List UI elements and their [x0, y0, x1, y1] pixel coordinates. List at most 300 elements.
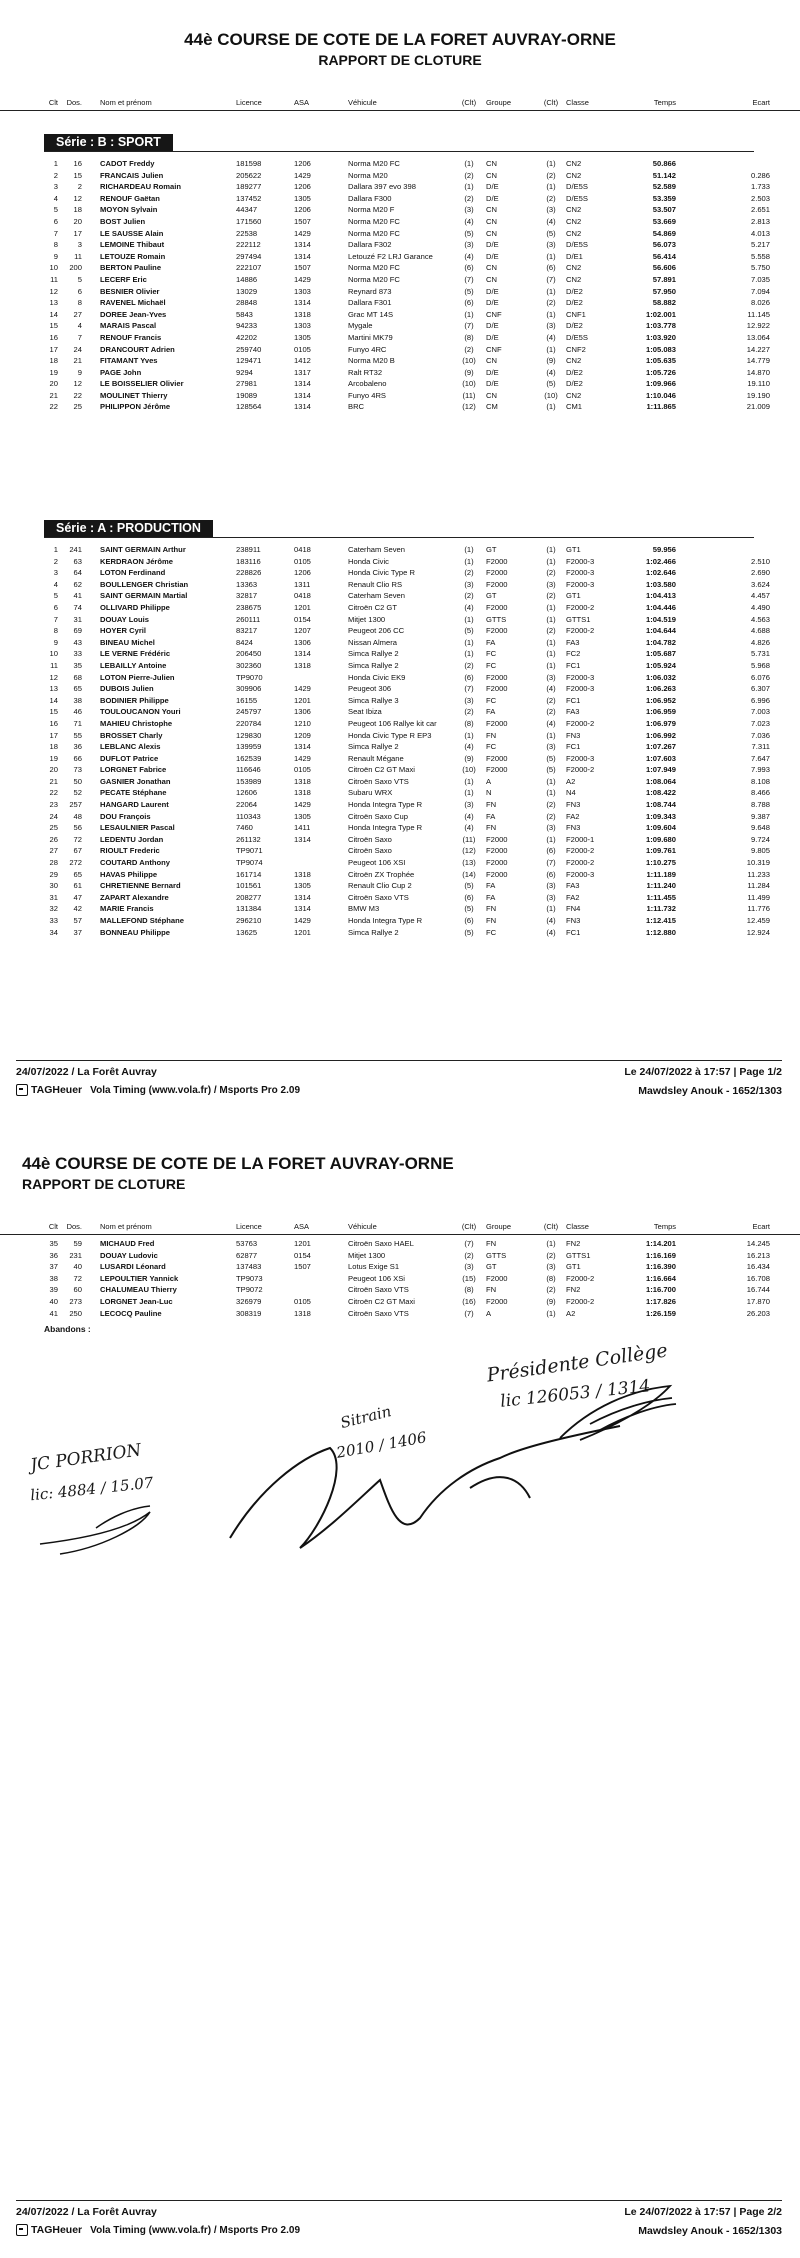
cell-class: F2000-1 — [566, 834, 595, 844]
cell-time: 1:11.455 — [646, 892, 676, 902]
cell-clt: 10 — [49, 263, 58, 273]
cell-asa: 1201 — [294, 927, 311, 937]
cell-clt: 32 — [49, 904, 58, 914]
cell-gap: 5.731 — [750, 649, 770, 659]
cell-clt-group: (1) — [464, 159, 474, 168]
cell-clt: 30 — [49, 881, 58, 891]
handwritten-college-licence: lic 126053 / 1314 — [499, 1376, 652, 1412]
cell-dos: 4 — [77, 321, 82, 331]
cell-time: 1:09.680 — [646, 834, 676, 844]
cell-class: FC2 — [566, 649, 581, 659]
cell-clt-class: (1) — [546, 788, 556, 798]
cell-class: CM1 — [566, 402, 583, 412]
cell-clt-class: (6) — [546, 846, 556, 856]
cell-class: FN3 — [566, 916, 581, 925]
cell-vehicle: Peugeot 306 — [348, 684, 392, 694]
serie-b-divider — [44, 151, 754, 152]
cell-clt-class: (2) — [546, 568, 556, 578]
cell-group: CN — [486, 228, 497, 238]
cell-clt: 34 — [49, 927, 58, 937]
cell-dos: 71 — [73, 718, 82, 728]
signature-right — [560, 1386, 676, 1440]
abandons-label: Abandons : — [44, 1324, 91, 1334]
cell-clt: 27 — [49, 846, 58, 856]
cell-gap: 6.307 — [750, 684, 770, 694]
cell-gap: 12.924 — [746, 927, 770, 937]
cell-group: D/E — [486, 298, 499, 308]
cell-vehicle: Citroën Saxo Cup — [348, 811, 408, 821]
cell-dos: 21 — [73, 356, 82, 366]
footer-signer: Mawdsley Anouk - 1652/1303 — [638, 1085, 782, 1097]
cell-clt-group: (5) — [464, 228, 474, 238]
cell-time: 1:06.263 — [646, 684, 676, 694]
cell-asa: 1318 — [294, 869, 311, 879]
cell-vehicle: Simca Rallye 2 — [348, 742, 399, 752]
cell-name: BODINIER Philippe — [100, 695, 169, 705]
cell-class: FN3 — [566, 800, 581, 810]
cell-name: CHALUMEAU Thierry — [100, 1285, 177, 1295]
cell-gap: 11.499 — [747, 892, 770, 902]
cell-time: 1:04.446 — [646, 602, 676, 612]
cell-class: CN2 — [566, 263, 582, 273]
cell-licence: 171560 — [236, 216, 262, 226]
cell-time: 1:07.603 — [646, 753, 676, 763]
page-subtitle: RAPPORT DE CLOTURE — [318, 52, 482, 68]
cell-clt-class: (2) — [546, 1250, 556, 1260]
cell-gap: 8.466 — [750, 788, 770, 798]
handwritten-jc-name: JC PORRION — [29, 1440, 143, 1476]
cell-dos: 24 — [73, 344, 82, 354]
cell-gap: 5.217 — [750, 240, 770, 250]
cell-group: F2000 — [486, 753, 508, 763]
cell-gap: 4.688 — [750, 626, 770, 636]
cell-licence: 116646 — [236, 765, 261, 775]
cell-clt-group: (2) — [464, 591, 474, 601]
cell-licence: TP9071 — [236, 846, 263, 856]
cell-clt: 31 — [49, 892, 58, 902]
cell-gap: 11.284 — [747, 881, 770, 891]
cell-clt-class: (2) — [546, 193, 556, 203]
cell-clt-group: (2) — [464, 660, 474, 670]
cell-asa: 1318 — [294, 776, 311, 786]
cell-dos: 60 — [73, 1285, 82, 1295]
table-row — [0, 718, 800, 730]
cell-licence: 245797 — [236, 707, 262, 717]
cell-licence: 238675 — [236, 602, 262, 612]
cell-group: CNF — [486, 344, 502, 354]
cell-name: RICHARDEAU Romain — [100, 182, 182, 192]
cell-gap: 1.733 — [750, 182, 770, 192]
cell-group: FC — [486, 695, 497, 705]
cell-clt-group: (10) — [462, 356, 476, 366]
cell-name: CADOT Freddy — [100, 159, 155, 168]
cell-class: FA3 — [566, 637, 580, 647]
cell-clt: 13 — [49, 684, 58, 694]
table-row — [0, 544, 800, 556]
cell-vehicle: Citroën Saxo — [348, 834, 392, 844]
cell-asa: 1206 — [294, 568, 311, 578]
table-row — [0, 344, 800, 356]
footer-divider — [16, 2200, 782, 2201]
cell-asa: 1318 — [294, 660, 311, 670]
cell-clt: 23 — [49, 800, 58, 810]
cell-asa: 1411 — [294, 823, 311, 833]
cell-name: MALLEFOND Stéphane — [100, 916, 184, 925]
cell-group: F2000 — [486, 568, 508, 578]
cell-gap: 7.003 — [750, 707, 770, 717]
cell-dos: 52 — [73, 788, 82, 798]
cell-asa: 1314 — [294, 742, 311, 752]
cell-dos: 50 — [73, 776, 82, 786]
cell-asa: 1429 — [294, 684, 311, 694]
cell-vehicle: Renault Clio Cup 2 — [348, 881, 412, 891]
cell-time: 53.669 — [652, 216, 676, 226]
cell-clt: 33 — [49, 916, 58, 925]
cell-dos: 55 — [73, 730, 82, 740]
cell-gap: 2.651 — [750, 205, 770, 215]
cell-name: RENOUF Gaëtan — [100, 193, 160, 203]
cell-clt-group: (5) — [464, 904, 474, 914]
table-row — [0, 869, 800, 881]
cell-licence: 128564 — [236, 402, 262, 412]
cell-time: 1:06.032 — [646, 672, 676, 682]
cell-class: D/E2 — [566, 321, 583, 331]
cell-clt: 19 — [49, 367, 58, 377]
cell-group: FA — [486, 707, 496, 717]
cell-asa: 1201 — [294, 602, 311, 612]
cell-gap: 14.870 — [746, 367, 770, 377]
cell-group: FN — [486, 800, 497, 810]
cell-dos: 66 — [73, 753, 82, 763]
cell-clt: 41 — [49, 1308, 58, 1318]
cell-name: LE SAUSSE Alain — [100, 228, 164, 238]
cell-clt: 2 — [53, 556, 58, 566]
cell-clt-class: (3) — [546, 672, 556, 682]
cell-clt: 22 — [49, 788, 58, 798]
cell-name: LUSARDI Léonard — [100, 1262, 166, 1272]
cell-clt-class: (5) — [546, 765, 556, 775]
cell-licence: 189277 — [236, 182, 262, 192]
cell-asa: 1429 — [294, 800, 311, 810]
cell-clt-group: (9) — [464, 367, 474, 377]
cell-class: FN3 — [566, 823, 581, 833]
cell-clt-class: (9) — [546, 1296, 556, 1306]
cell-gap: 0.286 — [750, 170, 770, 180]
cell-asa: 0154 — [294, 1250, 311, 1260]
cell-asa: 1303 — [294, 286, 311, 296]
cell-vehicle: Renault Mégane — [348, 753, 404, 763]
cell-licence: 222112 — [236, 240, 261, 250]
cell-clt-class: (3) — [546, 823, 556, 833]
cell-gap: 4.826 — [750, 637, 770, 647]
cell-vehicle: Citroën Saxo HAEL — [348, 1239, 414, 1248]
cell-time: 1:05.924 — [646, 660, 676, 670]
cell-gap: 16.744 — [746, 1285, 770, 1295]
cell-clt: 1 — [53, 545, 58, 554]
cell-time: 1:11.189 — [646, 869, 676, 879]
cell-clt-group: (1) — [464, 614, 474, 624]
cell-class: FA3 — [566, 881, 580, 891]
cell-dos: 5 — [77, 274, 82, 284]
cell-class: CN2 — [566, 390, 582, 400]
cell-licence: 260111 — [236, 614, 261, 624]
cell-clt: 9 — [53, 637, 58, 647]
cell-clt-group: (3) — [464, 240, 474, 250]
cell-gap: 7.035 — [750, 274, 770, 284]
col-vehicle: Véhicule — [348, 1222, 377, 1231]
cell-group: D/E — [486, 286, 499, 296]
cell-dos: 33 — [73, 649, 82, 659]
cell-licence: 129830 — [236, 730, 262, 740]
cell-group: D/E — [486, 240, 499, 250]
cell-group: F2000 — [486, 684, 508, 694]
table-row — [0, 764, 800, 776]
cell-dos: 73 — [73, 765, 82, 775]
table-row — [0, 880, 800, 892]
cell-time: 1:16.169 — [646, 1250, 676, 1260]
cell-vehicle: Dallara 397 evo 398 — [348, 182, 416, 192]
cell-licence: 238911 — [236, 545, 261, 554]
cell-class: F2000-3 — [566, 556, 595, 566]
cell-vehicle: Nissan Almera — [348, 637, 397, 647]
cell-vehicle: Honda Civic — [348, 556, 389, 566]
cell-group: FN — [486, 730, 497, 740]
cell-vehicle: Honda Integra Type R — [348, 916, 423, 925]
cell-licence: 222107 — [236, 263, 262, 273]
cell-vehicle: Funyo 4RS — [348, 390, 386, 400]
cell-clt-class: (1) — [546, 637, 556, 647]
cell-clt-class: (3) — [546, 240, 556, 250]
cell-group: CM — [486, 402, 498, 412]
cell-time: 1:04.782 — [646, 637, 676, 647]
cell-group: D/E — [486, 332, 499, 342]
cell-vehicle: Mygale — [348, 321, 373, 331]
cell-clt-group: (2) — [464, 344, 474, 354]
cell-class: FC1 — [566, 742, 581, 752]
table-row — [0, 625, 800, 637]
cell-name: DOUAY Louis — [100, 614, 149, 624]
cell-licence: 16155 — [236, 695, 258, 705]
cell-dos: 40 — [73, 1262, 82, 1272]
cell-asa: 1314 — [294, 298, 311, 308]
cell-gap: 12.459 — [746, 916, 770, 925]
cell-time: 1:06.992 — [646, 730, 676, 740]
cell-dos: 65 — [73, 684, 82, 694]
cell-gap: 11.776 — [747, 904, 770, 914]
cell-vehicle: Peugeot 106 Rallye kit car — [348, 718, 437, 728]
cell-vehicle: BRC — [348, 402, 365, 412]
cell-gap: 7.036 — [750, 730, 770, 740]
cell-clt-class: (3) — [546, 892, 556, 902]
cell-group: CNF — [486, 309, 502, 319]
cell-licence: 296210 — [236, 916, 262, 925]
cell-licence: 22538 — [236, 228, 258, 238]
cell-gap: 16.213 — [746, 1250, 770, 1260]
cell-dos: 20 — [73, 216, 82, 226]
cell-name: BOULLENGER Christian — [100, 579, 189, 589]
cell-licence: 326979 — [236, 1296, 262, 1306]
cell-vehicle: Norma M20 B — [348, 356, 395, 366]
cell-asa: 1429 — [294, 916, 311, 925]
cell-vehicle: Honda Civic Type R EP3 — [348, 730, 432, 740]
cell-clt-class: (4) — [546, 916, 556, 925]
cell-name: LEPOULTIER Yannick — [100, 1273, 179, 1283]
table-row — [0, 811, 800, 823]
cell-clt-class: (6) — [546, 869, 556, 879]
cell-clt: 39 — [49, 1285, 58, 1295]
cell-licence: 208277 — [236, 892, 262, 902]
cell-group: F2000 — [486, 1296, 508, 1306]
cell-class: F2000-2 — [566, 846, 595, 856]
cell-clt: 21 — [49, 776, 58, 786]
cell-clt-class: (3) — [546, 205, 556, 215]
col-gap: Ecart — [752, 1222, 770, 1231]
col-asa: ASA — [294, 98, 310, 107]
cell-clt-class: (1) — [546, 182, 556, 192]
cell-class: CN2 — [566, 274, 582, 284]
cell-asa: 1206 — [294, 159, 311, 168]
cell-gap: 2.510 — [750, 556, 770, 566]
cell-clt-group: (1) — [464, 309, 474, 319]
table-row — [0, 614, 800, 626]
cell-clt: 15 — [49, 321, 58, 331]
table-row — [0, 579, 800, 591]
cell-clt: 22 — [49, 402, 58, 412]
cell-clt: 10 — [49, 649, 58, 659]
cell-group: F2000 — [486, 718, 508, 728]
cell-vehicle: Norma M20 F — [348, 205, 395, 215]
cell-asa: 1311 — [294, 579, 311, 589]
cell-asa: 1318 — [294, 788, 311, 798]
cell-gap: 16.434 — [746, 1262, 770, 1272]
col-vehicle: Véhicule — [348, 98, 377, 107]
cell-asa: 1429 — [294, 753, 311, 763]
cell-dos: 17 — [73, 228, 82, 238]
cell-time: 57.891 — [652, 274, 676, 284]
table-row — [0, 378, 800, 390]
cell-clt-group: (2) — [464, 170, 474, 180]
cell-dos: 273 — [69, 1296, 82, 1306]
table-row — [0, 660, 800, 672]
cell-clt-group: (3) — [464, 1262, 474, 1272]
cell-class: FN4 — [566, 904, 581, 914]
cell-clt-class: (9) — [546, 356, 556, 366]
cell-licence: 83217 — [236, 626, 258, 636]
cell-class: N4 — [566, 788, 576, 798]
cell-licence: 161714 — [236, 869, 262, 879]
cell-clt-class: (3) — [546, 579, 556, 589]
cell-name: HANGARD Laurent — [100, 800, 169, 810]
cell-asa: 1206 — [294, 205, 311, 215]
cell-vehicle: Norma M20 FC — [348, 274, 400, 284]
cell-clt-group: (2) — [464, 707, 474, 717]
cell-licence: TP9070 — [236, 672, 263, 682]
cell-class: FN2 — [566, 1239, 581, 1248]
cell-licence: 14886 — [236, 274, 258, 284]
cell-vehicle: Caterham Seven — [348, 545, 405, 554]
cell-time: 1:12.415 — [646, 916, 676, 925]
cell-name: TOULOUCANON Youri — [100, 707, 181, 717]
cell-vehicle: Peugeot 106 XSI — [348, 858, 406, 868]
cell-time: 1:02.466 — [646, 556, 676, 566]
cell-time: 53.507 — [652, 205, 676, 215]
cell-group: F2000 — [486, 579, 508, 589]
cell-clt-class: (2) — [546, 695, 556, 705]
cell-class: D/E2 — [566, 298, 583, 308]
table-row — [0, 401, 800, 413]
cell-clt: 11 — [50, 274, 58, 284]
tagheuer-logo-text: TAGHeuer — [31, 2224, 83, 2236]
table-row — [0, 332, 800, 344]
cell-licence: 309906 — [236, 684, 262, 694]
cell-dos: 12 — [73, 193, 82, 203]
tagheuer-logo-icon — [16, 1084, 28, 1096]
cell-gap: 11.233 — [747, 869, 770, 879]
cell-time: 56.073 — [652, 240, 676, 250]
footer-signer: Mawdsley Anouk - 1652/1303 — [638, 2225, 782, 2237]
cell-dos: 257 — [69, 800, 82, 810]
cell-time: 54.869 — [652, 228, 676, 238]
cell-clt-group: (6) — [464, 298, 474, 308]
cell-class: F2000-3 — [566, 753, 595, 763]
cell-asa: 1318 — [294, 1308, 311, 1318]
cell-licence: 308319 — [236, 1308, 262, 1318]
signature-left — [40, 1506, 150, 1554]
signature-center — [230, 1426, 620, 1548]
cell-gap: 4.013 — [750, 228, 770, 238]
cell-gap: 7.023 — [750, 718, 770, 728]
cell-vehicle: Renault Clio RS — [348, 579, 403, 589]
cell-clt-group: (1) — [464, 730, 474, 740]
cell-clt-group: (9) — [464, 753, 474, 763]
cell-class: CN2 — [566, 170, 582, 180]
cell-asa: 1314 — [294, 240, 311, 250]
cell-licence: 101561 — [236, 881, 262, 891]
cell-time: 1:05.635 — [646, 356, 676, 366]
cell-dos: 35 — [73, 660, 82, 670]
cell-clt: 18 — [49, 742, 58, 752]
cell-licence: 137452 — [236, 193, 262, 203]
cell-gap: 2.813 — [750, 216, 770, 226]
cell-gap: 5.558 — [750, 251, 770, 261]
cell-clt-group: (8) — [464, 718, 474, 728]
cell-vehicle: Caterham Seven — [348, 591, 405, 601]
cell-clt: 14 — [49, 309, 58, 319]
cell-clt-class: (1) — [546, 730, 556, 740]
cell-clt-group: (7) — [464, 1239, 474, 1248]
cell-class: F2000-2 — [566, 626, 595, 636]
cell-class: CN2 — [566, 356, 582, 366]
table-row — [0, 822, 800, 834]
serie-b-heading: Série : B : SPORT — [44, 134, 173, 151]
cell-time: 1:03.580 — [646, 579, 676, 589]
cell-clt-class: (1) — [546, 602, 556, 612]
cell-clt-group: (1) — [464, 649, 474, 659]
cell-name: DUBOIS Julien — [100, 684, 154, 694]
cell-clt: 18 — [49, 356, 58, 366]
cell-name: KERDRAON Jérôme — [100, 556, 174, 566]
cell-clt-group: (5) — [464, 927, 474, 937]
cell-name: LOTON Ferdinand — [100, 568, 166, 578]
cell-dos: 42 — [73, 904, 82, 914]
cell-name: DOU François — [100, 811, 151, 821]
cell-clt-group: (12) — [462, 846, 476, 856]
cell-group: D/E — [486, 379, 499, 389]
cell-name: DUFLOT Patrice — [100, 753, 159, 763]
cell-time: 1:08.744 — [646, 800, 676, 810]
report-page-2 — [0, 1108, 800, 2258]
cell-gap: 7.311 — [751, 742, 770, 752]
